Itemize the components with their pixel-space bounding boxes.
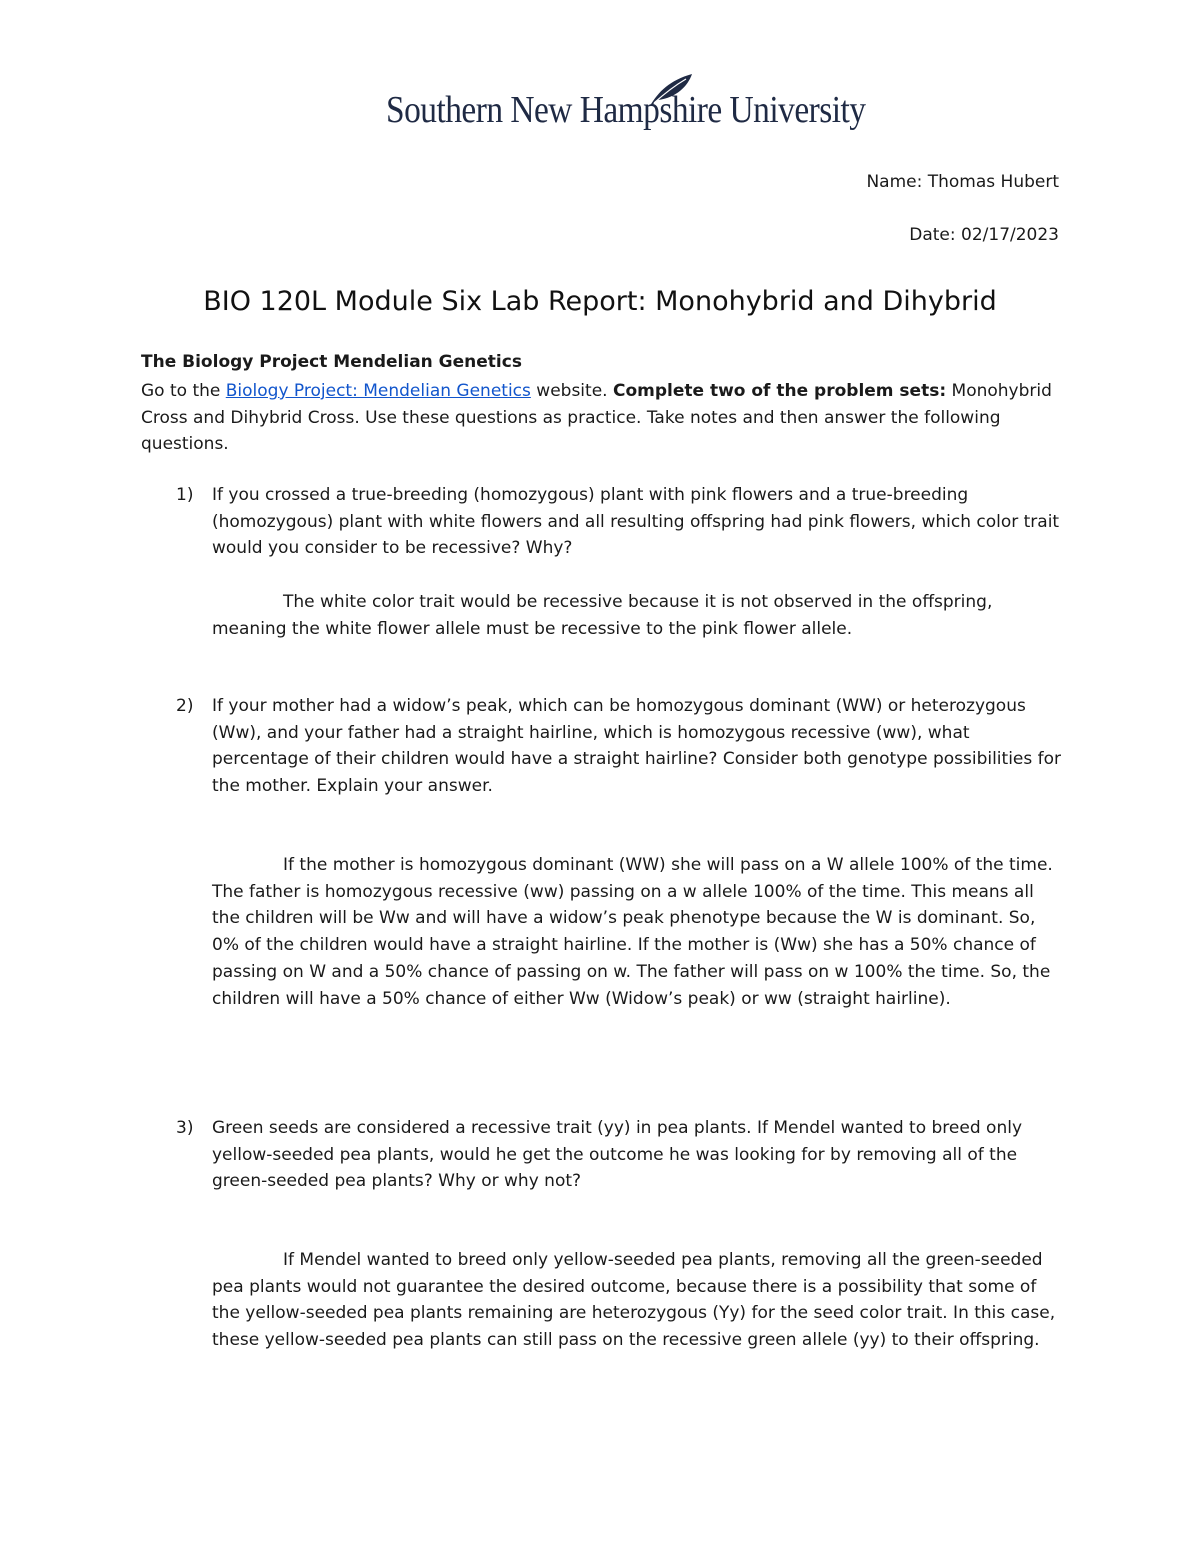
intro-bold: Complete two of the problem sets: bbox=[612, 381, 947, 401]
question-text: If you crossed a true-breeding (homozygous) plant with pink flowers and a true-breeding (homozygous) plant with white flowers and all resulting offspring had pink flowers, which color trait would you consider to be recessive? Why? bbox=[212, 485, 1060, 559]
intro-paragraph bbox=[141, 378, 1061, 458]
student-name: Name: Thomas Hubert bbox=[866, 172, 1059, 192]
section-heading: The Biology Project Mendelian Genetics bbox=[141, 352, 522, 372]
logo-text: Southern New Hampshire University bbox=[386, 89, 866, 131]
report-date: Date: 02/17/2023 bbox=[909, 225, 1059, 245]
answer-2: If the mother is homozygous dominant (WW) she will pass on a W allele 100% of the time. The father is homozygous recessive (ww) passing on a w allele 100% of the time. This means all the children will be Ww and will have a widow’s peak phenotype because the W is dominant. So, 0% of the children would have a straight hairline. If the mother is (Ww) she has a 50% chance of passing on W and a 50% chance of passing on w. The father will pass on w 100% the time. So, the children will have a 50% chance of either Ww (Widow’s peak) or ww (straight hairline). bbox=[212, 855, 1053, 1009]
question-number: 1) bbox=[176, 485, 194, 505]
university-logo bbox=[386, 72, 866, 144]
biology-project-link[interactable]: Biology Project: Mendelian Genetics bbox=[225, 381, 531, 401]
intro-suffix: Monohybrid Cross and Dihybrid Cross. Use these questions as practice. Take notes and then answer the following questions. bbox=[141, 381, 1052, 455]
question-number: 3) bbox=[176, 1118, 194, 1138]
question-2 bbox=[141, 693, 1061, 800]
question-text: If your mother had a widow’s peak, which can be homozygous dominant (WW) or heterozygous (Ww), and your father had a straight hairline, which is homozygous recessive (ww), what percentage of their children would have a straight hairline? Consider both genotype possibilities for the mother. Explain your answer. bbox=[212, 696, 1062, 797]
question-number: 2) bbox=[176, 696, 194, 716]
answer-3: If Mendel wanted to breed only yellow-seeded pea plants, removing all the green-seeded pea plants would not guarantee the desired outcome, because there is a possibility that some of the yellow-seeded pea plants remaining are heterozygous (Yy) for the seed color trait. In this case, these yellow-seeded pea plants can still pass on the recessive green allele (yy) to their offspring. bbox=[212, 1250, 1056, 1351]
question-1 bbox=[141, 482, 1061, 562]
question-3 bbox=[141, 1115, 1061, 1195]
answer-1: The white color trait would be recessive because it is not observed in the offspring, meaning the white flower allele must be recessive to the pink flower allele. bbox=[212, 592, 993, 639]
intro-prefix: Go to the bbox=[141, 381, 226, 401]
intro-mid: website. bbox=[530, 381, 613, 401]
page-title: BIO 120L Module Six Lab Report: Monohybrid and Dihybrid bbox=[203, 286, 997, 317]
question-text: Green seeds are considered a recessive trait (yy) in pea plants. If Mendel wanted to breed only yellow-seeded pea plants, would he get the outcome he was looking for by removing all of the green-seeded pea plants? Why or why not? bbox=[212, 1118, 1022, 1192]
